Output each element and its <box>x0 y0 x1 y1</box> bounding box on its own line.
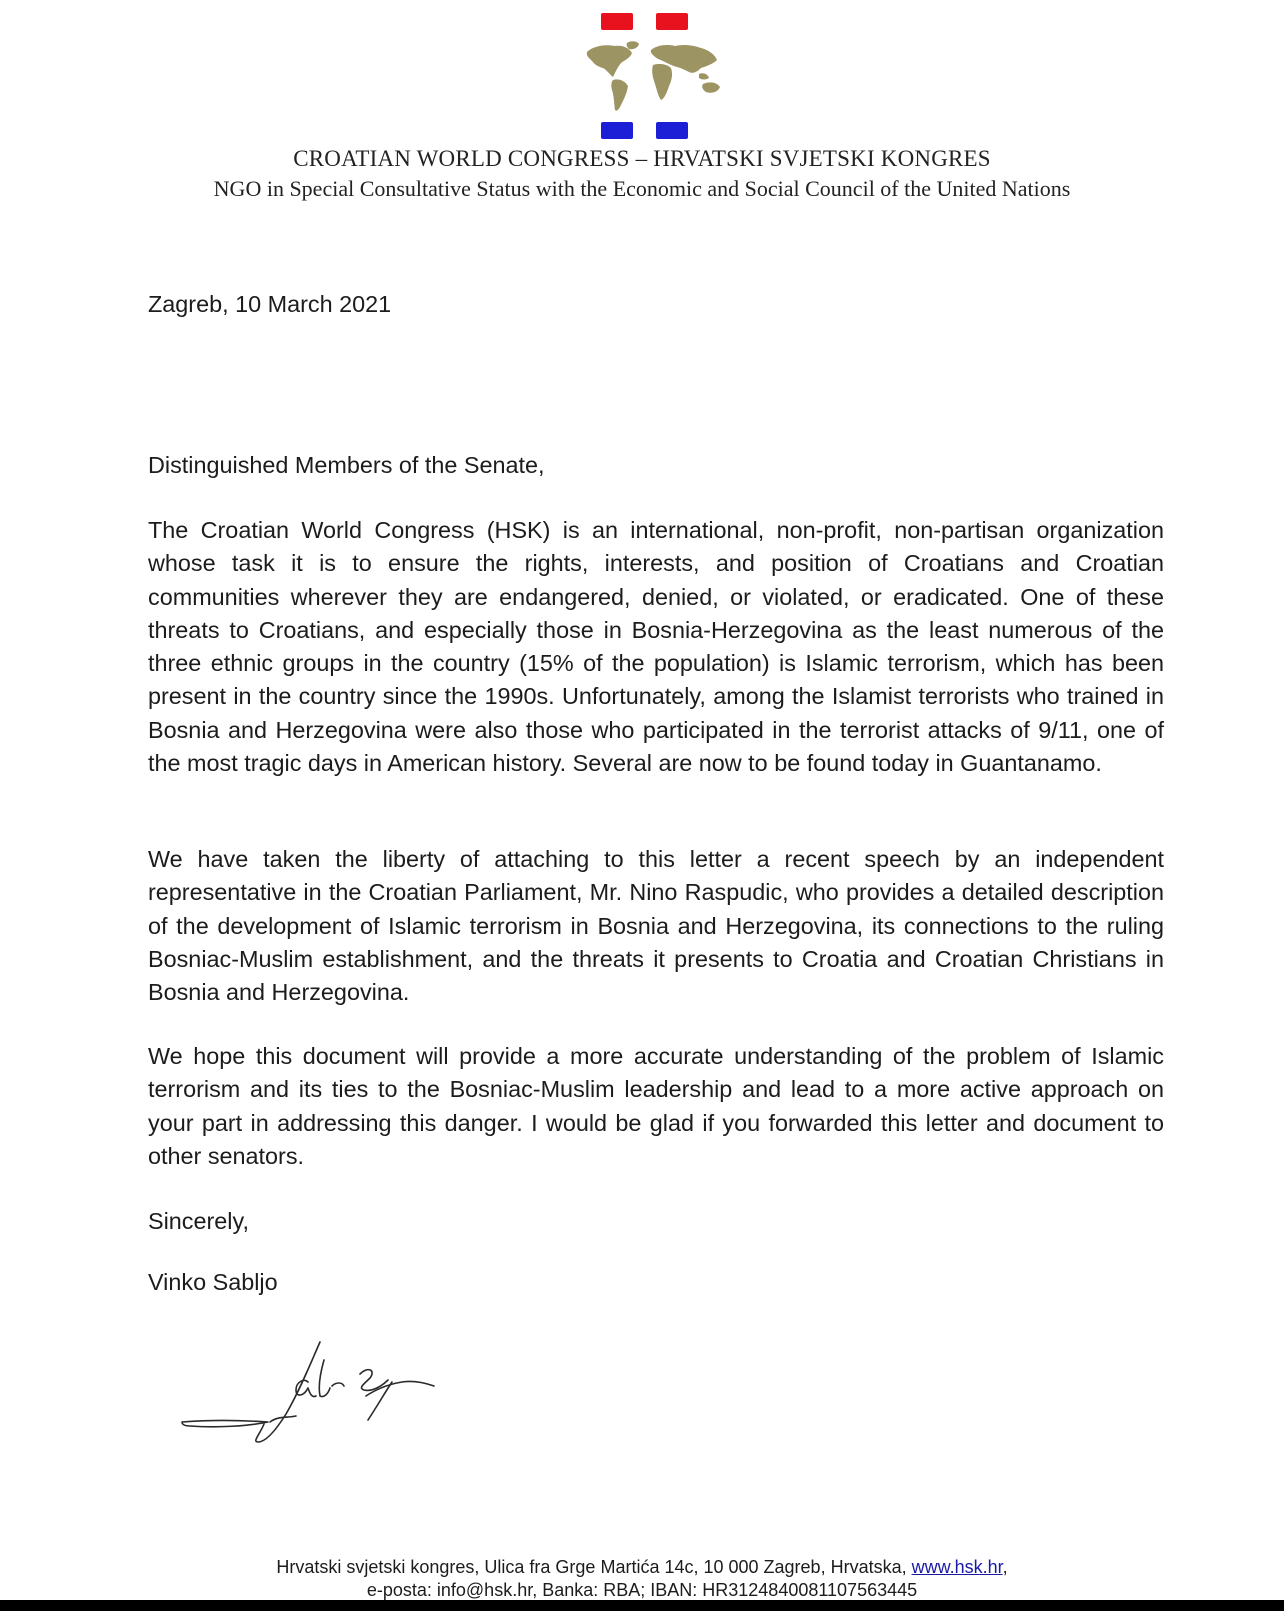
signer-name: Vinko Sabljo <box>148 1269 278 1295</box>
footer-contact-line: e-posta: info@hsk.hr, Banka: RBA; IBAN: HR3124840081107563445 <box>366 1580 918 1600</box>
letter-paragraph: We hope this document will provide a more accurate understanding of the problem of Islamic terrorism and its ties to the Bosniac-Muslim leadership and lead to a more active approach on your part in addressing this danger. I would be glad if you forwarded this letter and document to other senators. <box>148 1043 1164 1169</box>
letter-paragraph: We have taken the liberty of attaching to this letter a recent speech by an independent representative in the Croatian Parliament, Mr. Nino Raspudic, who provides a detailed description of the development of Islamic terrorism in Bosnia and Herzegovina, its connections to the ruling Bosniac-Muslim establishment, and the threats it presents to Croatia and Croatian Christians in Bosnia and Herzegovina. <box>148 846 1164 1006</box>
handwritten-signature <box>178 1338 448 1446</box>
letter-date: Zagreb, 10 March 2021 <box>148 291 392 317</box>
letterhead-title: CROATIAN WORLD CONGRESS – HRVATSKI SVJETSKI KONGRES <box>293 146 991 171</box>
website-link[interactable]: www.hsk.hr <box>911 1557 1003 1577</box>
footer-address: Hrvatski svjetski kongres, Ulica fra Grge Martića 14c, 10 000 Zagreb, Hrvatska, <box>276 1557 912 1577</box>
footer-comma: , <box>1002 1557 1008 1577</box>
footer-address-line <box>0 1556 1284 1579</box>
letterhead-subtitle: NGO in Special Consultative Status with the Economic and Social Council of the United Nations <box>213 176 1071 201</box>
letter-salutation: Distinguished Members of the Senate, <box>148 452 545 478</box>
letter-paragraph: The Croatian World Congress (HSK) is an international, non-profit, non-partisan organization whose task it is to ensure the rights, interests, and position of Croatians and Croatian communities wherever they are endangered, denied, or violated, or eradicated. One of these threats to Croatians, and especially those in Bosnia-Herzegovina as the least numerous of the three ethnic groups in the country (15% of the population) is Islamic terrorism, which has been present in the country since the 1990s. Unfortunately, among the Islamist terrorists who trained in Bosnia and Herzegovina were also those who participated in the terrorist attacks of 9/11, one of the most tragic days in American history. Several are now to be found today in Guantanamo. <box>148 517 1164 777</box>
letter-closing: Sincerely, <box>148 1208 249 1234</box>
letter-footer <box>0 1556 1284 1602</box>
world-map-logo-icon <box>583 10 743 145</box>
